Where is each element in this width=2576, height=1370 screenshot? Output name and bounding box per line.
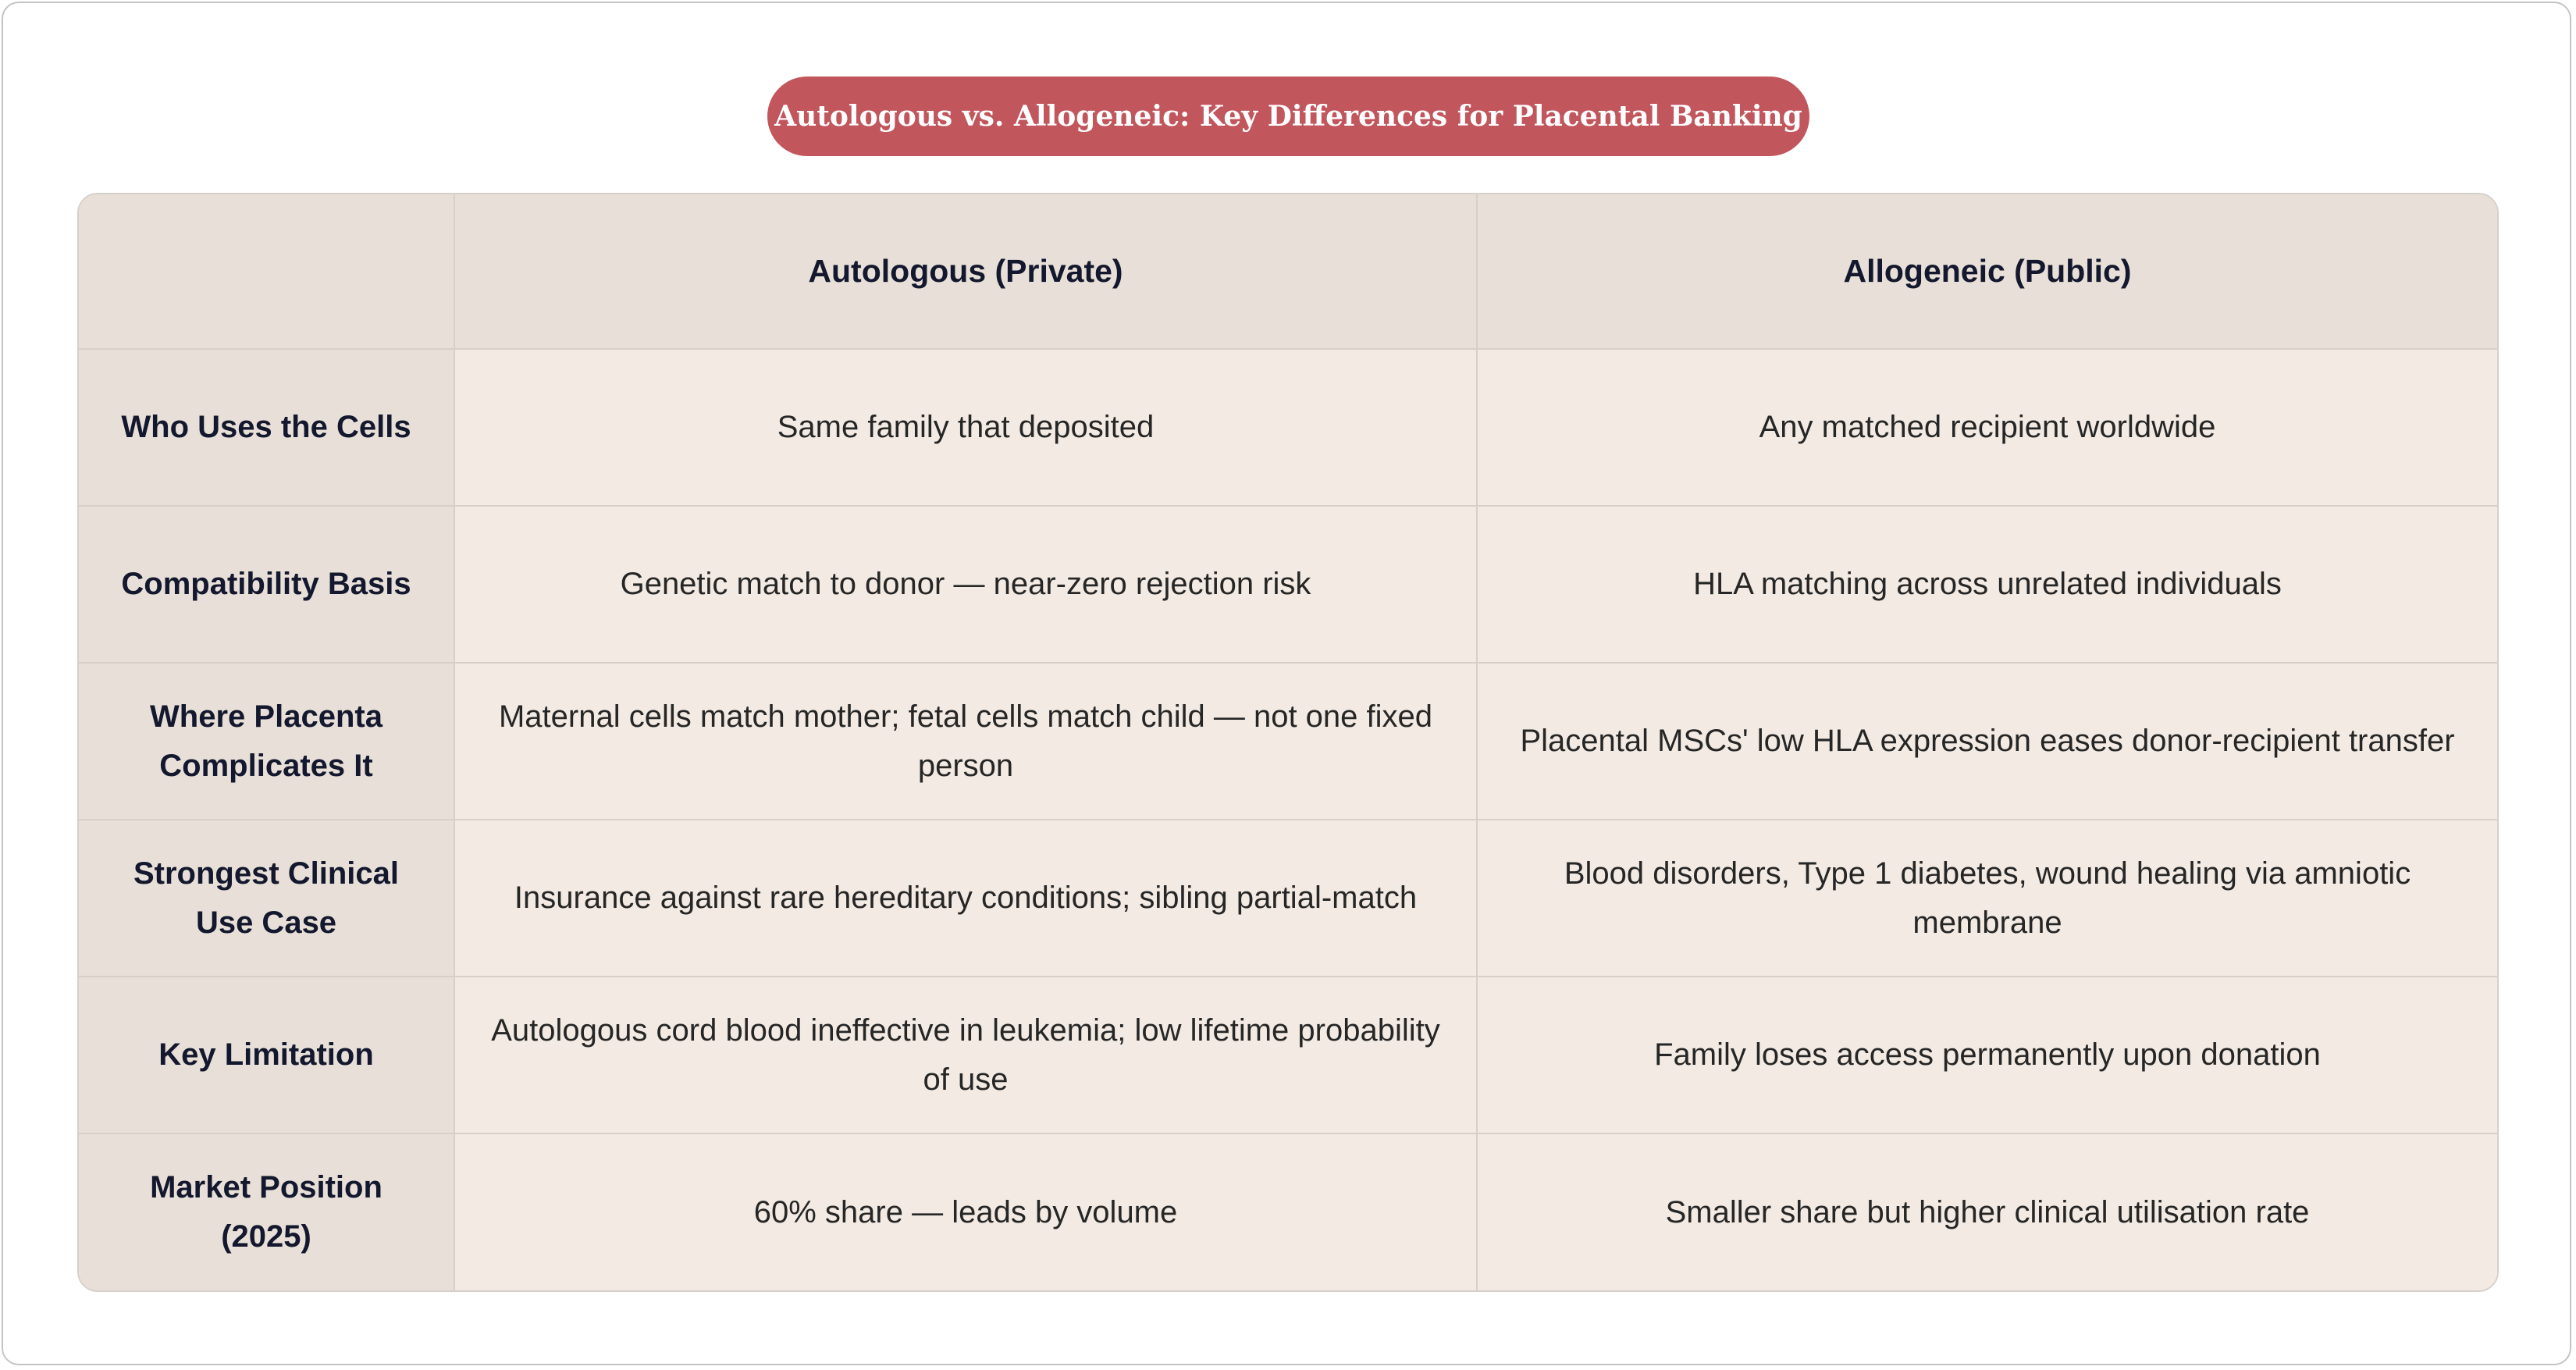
allogeneic-cell: HLA matching across unrelated individuals: [1477, 506, 2497, 663]
table-row: [79, 820, 2497, 977]
comparison-table: [79, 194, 2497, 1290]
table-row: [79, 663, 2497, 820]
page-title: Autologous vs. Allogeneic: Key Differences for Placental Banking: [767, 77, 1809, 156]
table-row: [79, 506, 2497, 663]
row-label: Key Limitation: [79, 977, 454, 1133]
autologous-cell: Same family that deposited: [454, 349, 1477, 506]
autologous-cell: Insurance against rare hereditary conditions; sibling partial-match: [454, 820, 1477, 977]
autologous-cell: 60% share — leads by volume: [454, 1133, 1477, 1290]
autologous-cell: Maternal cells match mother; fetal cells match child — not one fixed person: [454, 663, 1477, 820]
autologous-cell: Autologous cord blood ineffective in leukemia; low lifetime probability of use: [454, 977, 1477, 1133]
autologous-cell: Genetic match to donor — near-zero rejection risk: [454, 506, 1477, 663]
table-header-row: [79, 194, 2497, 349]
row-label: Strongest Clinical Use Case: [79, 820, 454, 977]
row-label: Compatibility Basis: [79, 506, 454, 663]
allogeneic-cell: Blood disorders, Type 1 diabetes, wound healing via amniotic membrane: [1477, 820, 2497, 977]
table-row: [79, 1133, 2497, 1290]
allogeneic-cell: Smaller share but higher clinical utilisation rate: [1477, 1133, 2497, 1290]
table-row: [79, 349, 2497, 506]
row-label: Market Position (2025): [79, 1133, 454, 1290]
column-header-blank: [79, 194, 454, 349]
allogeneic-cell: Any matched recipient worldwide: [1477, 349, 2497, 506]
column-header-allogeneic: Allogeneic (Public): [1477, 194, 2497, 349]
allogeneic-cell: Placental MSCs' low HLA expression eases donor-recipient transfer: [1477, 663, 2497, 820]
allogeneic-cell: Family loses access permanently upon donation: [1477, 977, 2497, 1133]
row-label: Who Uses the Cells: [79, 349, 454, 506]
table-row: [79, 977, 2497, 1133]
comparison-table-container: [77, 193, 2499, 1292]
column-header-autologous: Autologous (Private): [454, 194, 1477, 349]
row-label: Where Placenta Complicates It: [79, 663, 454, 820]
